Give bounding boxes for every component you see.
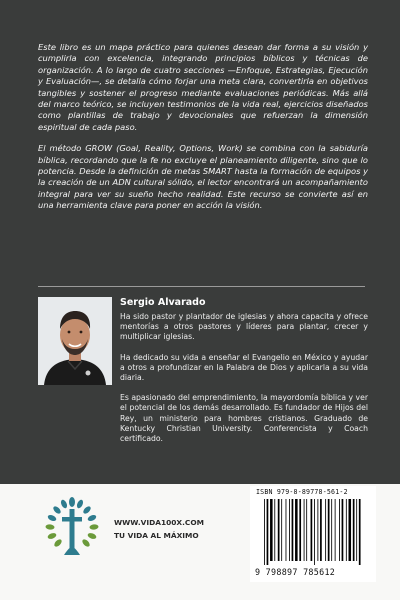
bio-paragraph-3: Es apasionado del emprendimiento, la mayordomía bíblica y ver el potencial de los demás desarrollado. Es fundador de Hijos del Rey, un ministerio para hombres cristianos. Graduado de Kentucky Christian University. Conferencista y Coach certificado. bbox=[120, 393, 368, 444]
blurb-paragraph-2: El método GROW (Goal, Reality, Options, Work) se combina con la sabiduría bíblica, recordando que la fe no excluye el planeamiento diligente, sino que lo potencia. Desde la definición de metas SMART hasta la formación de equipos y la creación de un ADN cultural sólido, el lector encontrará un acompañamiento integral para ver su sueño hecho realidad. Este recurso se convierte así en una herramienta clave para poner en acción la visión. bbox=[38, 143, 368, 211]
book-blurb bbox=[38, 42, 368, 222]
publisher-tagline: TU VIDA AL MÁXIMO bbox=[114, 531, 199, 540]
publisher-website: WWW.VIDA100X.COM bbox=[114, 518, 204, 527]
author-portrait-icon bbox=[38, 297, 112, 385]
author-bio bbox=[120, 312, 368, 454]
section-divider bbox=[38, 286, 365, 287]
bio-paragraph-1: Ha sido pastor y plantador de iglesias y ahora capacita y ofrece mentorías a otros pastores y líderes para plantar, crecer y multiplicar iglesias. bbox=[120, 312, 368, 342]
barcode-bars bbox=[264, 499, 364, 565]
isbn-label: ISBN 979-8-89778-561-2 bbox=[256, 488, 348, 496]
blurb-paragraph-1: Este libro es un mapa práctico para quienes desean dar forma a su visión y cumplirla con excelencia, integrando principios bíblicos y técnicas de organización. A lo largo de cuatro secciones —Enfoque, Estrategias, Ejecución y Evaluación—, se detalla cómo forjar una meta clara, convertirla en objetivos tangibles y sostener el progreso mediante evaluaciones periódicas. Más allá del marco teórico, se incluyen testimonios de la vida real, ejercicios diseñados como plantillas de trabajo y devocionales que refuerzan la dimensión espiritual de cada paso. bbox=[38, 42, 368, 132]
barcode-digits: 9 798897 785612 bbox=[255, 567, 336, 577]
author-photo bbox=[38, 297, 112, 385]
tree-cross-logo-icon bbox=[44, 495, 100, 559]
bio-paragraph-2: Ha dedicado su vida a enseñar el Evangelio en México y ayudar a otros a profundizar en la Palabra de Dios y aplicarla a su vida diaria. bbox=[120, 352, 368, 383]
author-name: Sergio Alvarado bbox=[120, 297, 206, 308]
